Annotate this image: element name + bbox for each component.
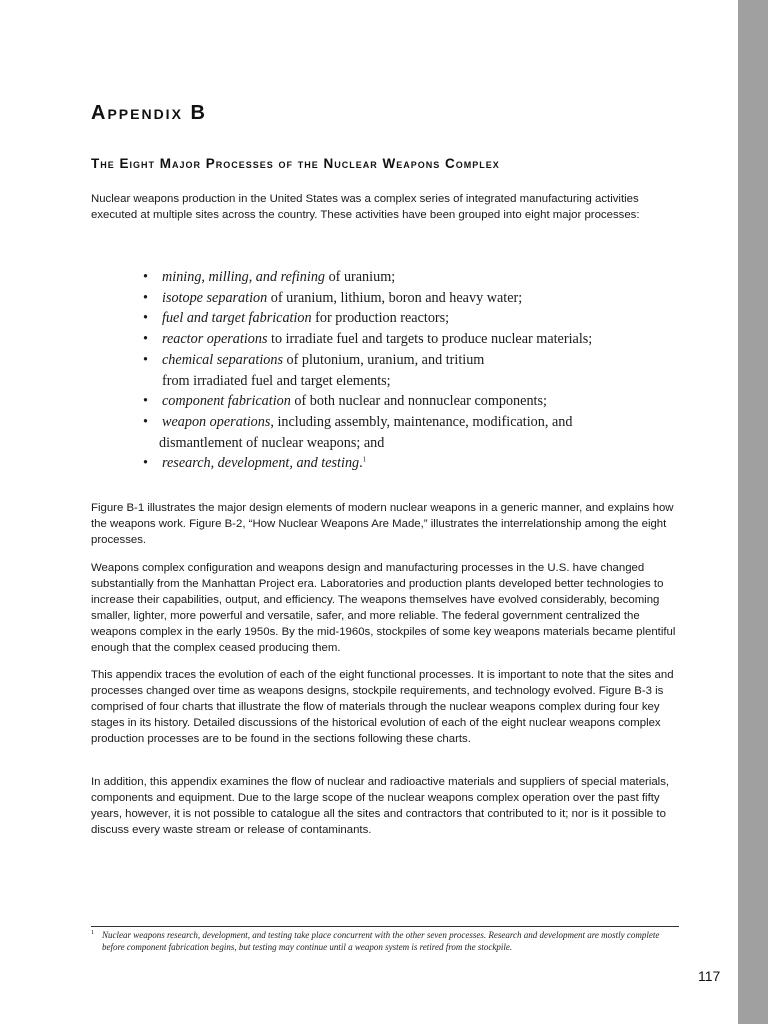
process-term: component fabrication: [162, 393, 291, 410]
configuration-paragraph: Weapons complex configuration and weapons design and manufacturing processes in the U.S. have changed substantially from the Manhattan Project era. Laboratories and production plants developed better technologies to increase their capabilities, output, and efficiency. The weapons themselves have evolved considerably, becoming smaller, lighter, more powerful and versatile, safer, and more reliable. The federal government centralized the weapons complex in the early 1950s. By the mid-1960s, stockpiles of some key weapons materials became plentiful enough that the complex ceased producing them.: [91, 562, 676, 654]
list-item: [143, 329, 592, 350]
footnote-divider: [91, 926, 679, 927]
list-item: [143, 453, 592, 474]
process-term: weapon operations: [162, 413, 271, 430]
section-title: The Eight Major Processes of the Nuclear Weapons Complex: [91, 156, 500, 171]
process-term: isotope separation: [162, 289, 268, 306]
list-item: [143, 391, 592, 412]
materials-flow-paragraph: In addition, this appendix examines the flow of nuclear and radioactive materials and suppliers of special materials, components and equipment. Due to the large scope of the nuclear weapons complex operation over the past fifty years, however, it is not possible to catalogue all the sites and contractors that contributed to it; nor is it possible to discuss every waste stream or release of contaminants.: [91, 776, 670, 836]
process-text: , including assembly, maintenance, modification, and: [270, 413, 573, 430]
process-text: of plutonium, uranium, and tritium: [282, 351, 485, 368]
page-edge-bar: [738, 0, 768, 1024]
footnote-mark: 1: [91, 929, 95, 936]
list-item: [143, 308, 592, 329]
footnote-text: Nuclear weapons research, development, and testing take place concurrent with the other seven processes. Research and development are mostly complete before component fabrication begins, but testing may continue until a weapon system is retired from the stockpile.: [102, 930, 660, 952]
process-text: of uranium;: [325, 269, 396, 285]
process-text: for production reactors;: [311, 310, 450, 327]
process-continuation: dismantlement of nuclear weapons; and: [159, 434, 385, 451]
footnote: [91, 929, 681, 953]
process-list: [143, 267, 592, 474]
process-term: fuel and target fabrication: [162, 310, 312, 327]
process-term: reactor operations: [162, 331, 268, 348]
appendix-scope-paragraph: This appendix traces the evolution of each of the eight functional processes. It is important to note that the sites and processes changed over time as weapons designs, stockpile requirements, and technology evolved. Figure B-3 is comprised of four charts that illustrate the flow of materials through the nuclear weapons complex during four key stages in its history. Detailed discussions of the historical evolution of each of the eight nuclear weapons complex production processes are to be found in the sections following these charts.: [91, 669, 674, 745]
list-item: [143, 412, 592, 453]
process-text: of both nuclear and nonnuclear components;: [290, 393, 547, 410]
process-term: chemical separations: [162, 351, 283, 368]
list-item: [143, 350, 592, 391]
figures-paragraph: Figure B-1 illustrates the major design elements of modern nuclear weapons in a generic manner, and explains how the weapons work. Figure B-2, “How Nuclear Weapons Are Made,” illustrates the interrelationship among the eight processes.: [91, 502, 674, 546]
process-continuation: from irradiated fuel and target elements;: [162, 372, 391, 389]
process-text: of uranium, lithium, boron and heavy water;: [267, 289, 523, 306]
process-term: mining, milling, and refining: [162, 269, 326, 285]
process-term: research, development, and testing: [162, 455, 360, 472]
process-text: to irradiate fuel and targets to produce nuclear materials;: [267, 331, 593, 348]
footnote-reference[interactable]: 1: [362, 455, 367, 464]
intro-paragraph: Nuclear weapons production in the United States was a complex series of integrated manufacturing activities executed at multiple sites across the country. These activities have been grouped into eight major processes:: [91, 193, 640, 221]
list-item: [143, 267, 592, 288]
process-text: .: [359, 455, 363, 472]
appendix-title: Appendix B: [91, 102, 207, 124]
list-item: [143, 288, 592, 309]
page-number: 117: [698, 968, 721, 984]
